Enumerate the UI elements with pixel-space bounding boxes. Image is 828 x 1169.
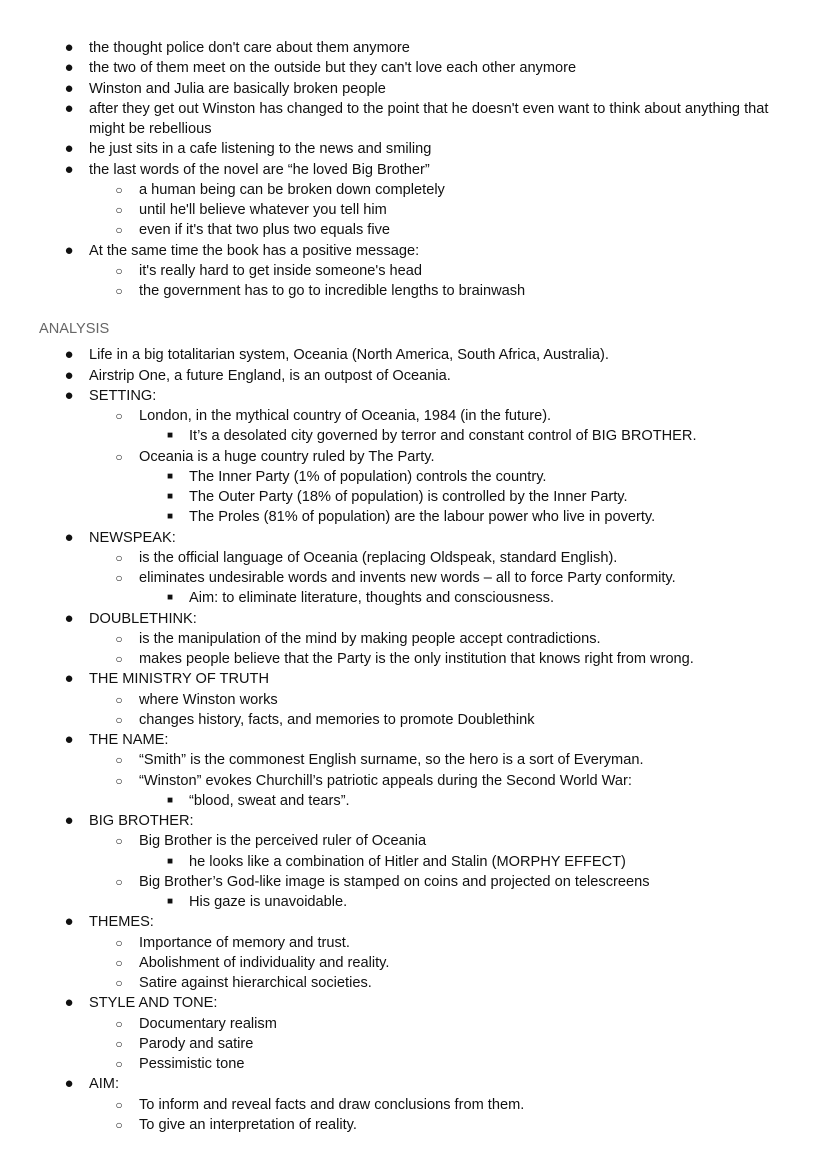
list-item-level-2 — [0, 872, 828, 892]
list-item-level-3 — [0, 467, 828, 487]
list-item-text: even if it's that two plus two equals five — [139, 222, 391, 239]
list-item-level-1 — [0, 241, 828, 261]
list-item-text: the government has to go to incredible lengths to brainwash — [139, 283, 526, 299]
bullet-circle-icon: ○ — [115, 692, 123, 707]
list-item-level-1 — [0, 79, 828, 99]
list-item-level-1 — [0, 99, 789, 140]
list-item-text: The Inner Party (1% of population) controls the country. — [189, 468, 547, 485]
bullet-circle-icon: ○ — [115, 834, 123, 849]
bullet-disc-icon: ● — [64, 609, 74, 627]
bullet-circle-icon: ○ — [115, 753, 123, 768]
bullet-circle-icon: ○ — [115, 976, 123, 990]
bullet-circle-icon: ○ — [115, 1016, 123, 1031]
list-item-level-1 — [0, 1074, 828, 1094]
list-item-level-1 — [0, 669, 828, 689]
bullet-circle-icon: ○ — [115, 182, 123, 197]
bullet-square-icon: ■ — [166, 896, 174, 907]
list-item-level-1 — [0, 160, 828, 180]
bullet-disc-icon: ● — [64, 140, 74, 158]
list-item-text: London, in the mythical country of Oceania, 1984 (in the future). — [139, 408, 552, 424]
bullet-disc-icon: ● — [64, 39, 74, 56]
list-item-level-2 — [0, 649, 828, 669]
list-item-text: It’s a desolated city governed by terror and constant control of BIG BROTHER. — [189, 428, 697, 445]
list-item-text: is the manipulation of the mind by making people accept contradictions. — [139, 630, 601, 647]
bullet-disc-icon: ● — [64, 731, 74, 748]
bullet-circle-icon: ○ — [115, 263, 123, 278]
list-item-text: Big Brother is the perceived ruler of Oceania — [139, 833, 427, 850]
list-item-text: DOUBLETHINK: — [89, 610, 197, 627]
bullet-circle-icon: ○ — [115, 550, 123, 565]
list-item-text: he looks like a combination of Hitler and Stalin (MORPHY EFFECT) — [189, 853, 626, 870]
list-item-level-2 — [0, 973, 828, 993]
list-item-text: BIG BROTHER: — [89, 813, 194, 829]
list-item-text: The Outer Party (18% of population) is controlled by the Inner Party. — [189, 489, 628, 505]
list-item-level-1 — [0, 366, 828, 386]
list-item-text: the two of them meet on the outside but they can't love each other anymore — [89, 60, 577, 77]
list-item-level-2 — [0, 1054, 828, 1074]
list-item-text: “Smith” is the commonest English surname, so the hero is a sort of Everyman. — [139, 752, 644, 769]
bullet-disc-icon: ● — [64, 160, 74, 178]
list-item-text: Satire against hierarchical societies. — [139, 975, 372, 991]
list-item-text: makes people believe that the Party is the only institution that knows right from wrong. — [139, 651, 694, 667]
bullet-disc-icon: ● — [64, 812, 74, 829]
bullet-disc-icon: ● — [64, 386, 74, 404]
list-item-level-1 — [0, 730, 828, 750]
list-item-text: where Winston works — [139, 691, 278, 708]
list-item-level-2 — [0, 180, 828, 200]
bullet-circle-icon: ○ — [115, 1057, 123, 1071]
list-item-text: Pessimistic tone — [139, 1056, 245, 1072]
list-item-text: a human being can be broken down completely — [139, 181, 445, 198]
list-item-text: To inform and reveal facts and draw conclusions from them. — [139, 1096, 525, 1113]
bullet-disc-icon: ● — [64, 79, 74, 97]
bullet-disc-icon: ● — [64, 994, 74, 1012]
bullet-circle-icon: ○ — [115, 203, 123, 217]
bullet-circle-icon: ○ — [115, 874, 123, 889]
list-item-text: Airstrip One, a future England, is an outpost of Oceania. — [89, 367, 451, 384]
bullet-square-icon: ■ — [166, 491, 174, 502]
list-item-level-2 — [0, 710, 828, 730]
list-item-level-2 — [0, 933, 828, 953]
list-item-text: is the official language of Oceania (replacing Oldspeak, standard English). — [139, 549, 618, 566]
document-page — [0, 38, 828, 1135]
list-item-level-3 — [0, 507, 828, 527]
list-item-level-3 — [0, 588, 828, 608]
list-item-level-2 — [0, 447, 828, 467]
bullet-circle-icon: ○ — [115, 1097, 123, 1112]
list-item-level-2 — [0, 771, 828, 791]
list-item-text: THEMES: — [89, 914, 154, 931]
bullet-circle-icon: ○ — [115, 449, 123, 464]
bullet-circle-icon: ○ — [115, 1036, 123, 1051]
list-item-text: Oceania is a huge country ruled by The Party. — [139, 448, 435, 465]
list-item-level-1 — [0, 912, 828, 932]
bullet-circle-icon: ○ — [115, 284, 123, 298]
bullet-disc-icon: ● — [64, 59, 74, 77]
list-item-text: SETTING: — [89, 387, 157, 404]
bullet-disc-icon: ● — [64, 346, 74, 364]
bullet-disc-icon: ● — [64, 1075, 74, 1093]
list-item-text: Importance of memory and trust. — [139, 934, 350, 951]
list-item-level-3 — [0, 426, 828, 446]
list-item-level-3 — [0, 791, 828, 811]
list-item-level-2 — [0, 548, 828, 568]
bullet-square-icon: ■ — [166, 855, 174, 867]
list-item-text: To give an interpretation of reality. — [139, 1116, 357, 1133]
list-item-level-1 — [0, 609, 828, 629]
analysis-bullet-list — [0, 345, 828, 1135]
bullet-disc-icon: ● — [64, 99, 74, 117]
list-item-level-1 — [0, 386, 828, 406]
list-item-level-2 — [0, 629, 828, 649]
list-item-level-2 — [0, 1095, 828, 1115]
bullet-circle-icon: ○ — [115, 712, 123, 727]
list-item-level-2 — [0, 690, 828, 710]
bullet-disc-icon: ● — [64, 670, 74, 688]
list-item-level-1 — [0, 811, 828, 831]
list-item-text: STYLE AND TONE: — [89, 995, 218, 1012]
list-item-text: Winston and Julia are basically broken people — [89, 80, 386, 97]
list-item-level-2 — [0, 406, 828, 426]
list-item-text: “blood, sweat and tears”. — [189, 792, 350, 809]
list-item-level-2 — [0, 953, 828, 973]
list-item-level-2 — [0, 261, 828, 281]
bullet-circle-icon: ○ — [115, 631, 123, 646]
list-item-text: eliminates undesirable words and invents new words – all to force Party conformity. — [139, 570, 676, 586]
list-item-text: Big Brother’s God-like image is stamped on coins and projected on telescreens — [139, 873, 650, 890]
bullet-circle-icon: ○ — [115, 652, 123, 666]
list-item-level-1 — [0, 345, 828, 365]
list-item-level-2 — [0, 1034, 828, 1054]
list-item-text: AIM: — [89, 1076, 119, 1093]
list-item-text: THE NAME: — [89, 732, 169, 748]
list-item-text: Parody and satire — [139, 1035, 254, 1052]
bullet-circle-icon: ○ — [115, 955, 123, 970]
intro-bullet-list — [0, 38, 828, 301]
bullet-square-icon: ■ — [166, 794, 174, 806]
list-item-text: Abolishment of individuality and reality. — [139, 954, 390, 971]
list-item-text: the thought police don't care about them anymore — [89, 40, 410, 56]
bullet-circle-icon: ○ — [115, 223, 123, 238]
list-item-level-3 — [0, 892, 828, 912]
list-item-text: NEWSPEAK: — [89, 529, 176, 546]
list-item-text: the last words of the novel are “he loved Big Brother” — [89, 161, 430, 178]
list-item-level-1 — [0, 139, 828, 159]
list-item-level-1 — [0, 38, 828, 58]
bullet-circle-icon: ○ — [115, 409, 123, 423]
bullet-circle-icon: ○ — [115, 571, 123, 585]
list-item-level-1 — [0, 993, 828, 1013]
list-item-level-3 — [0, 487, 828, 507]
list-item-text: until he'll believe whatever you tell him — [139, 202, 387, 218]
list-item-level-2 — [0, 200, 828, 220]
list-item-text: His gaze is unavoidable. — [189, 894, 348, 910]
list-item-level-2 — [0, 220, 828, 240]
list-item-text: he just sits in a cafe listening to the news and smiling — [89, 141, 432, 158]
list-item-text: changes history, facts, and memories to promote Doublethink — [139, 711, 535, 728]
list-item-text: “Winston” evokes Churchill’s patriotic appeals during the Second World War: — [139, 772, 632, 789]
list-item-text: The Proles (81% of population) are the labour power who live in poverty. — [189, 509, 656, 526]
list-item-level-2 — [0, 1014, 828, 1034]
bullet-square-icon: ■ — [166, 511, 174, 523]
list-item-level-2 — [0, 831, 828, 851]
list-item-level-2 — [0, 750, 828, 770]
bullet-square-icon: ■ — [166, 430, 174, 442]
list-item-text: Life in a big totalitarian system, Oceania (North America, South Africa, Australia). — [89, 347, 609, 364]
list-item-text: it's really hard to get inside someone's head — [139, 262, 423, 279]
list-item-text: THE MINISTRY OF TRUTH — [89, 671, 269, 688]
list-item-level-2 — [0, 281, 828, 301]
list-item-text: after they get out Winston has changed to the point that he doesn't even want to think about anything that might be rebellious — [89, 100, 769, 137]
list-item-level-1 — [0, 58, 828, 78]
bullet-disc-icon: ● — [64, 528, 74, 546]
bullet-disc-icon: ● — [64, 366, 74, 384]
list-item-level-1 — [0, 528, 828, 548]
list-item-text: At the same time the book has a positive message: — [89, 242, 420, 259]
bullet-circle-icon: ○ — [115, 1117, 123, 1132]
list-item-text: Aim: to eliminate literature, thoughts and consciousness. — [189, 590, 555, 607]
bullet-square-icon: ■ — [166, 470, 174, 482]
list-item-level-2 — [0, 1115, 828, 1135]
list-item-level-3 — [0, 852, 828, 872]
analysis-heading: ANALYSIS — [39, 321, 110, 338]
bullet-square-icon: ■ — [166, 592, 174, 604]
bullet-circle-icon: ○ — [115, 773, 123, 788]
list-item-text: Documentary realism — [139, 1015, 277, 1032]
list-item-level-2 — [0, 568, 828, 588]
bullet-circle-icon: ○ — [115, 935, 123, 950]
bullet-disc-icon: ● — [64, 241, 74, 259]
bullet-disc-icon: ● — [64, 913, 74, 931]
